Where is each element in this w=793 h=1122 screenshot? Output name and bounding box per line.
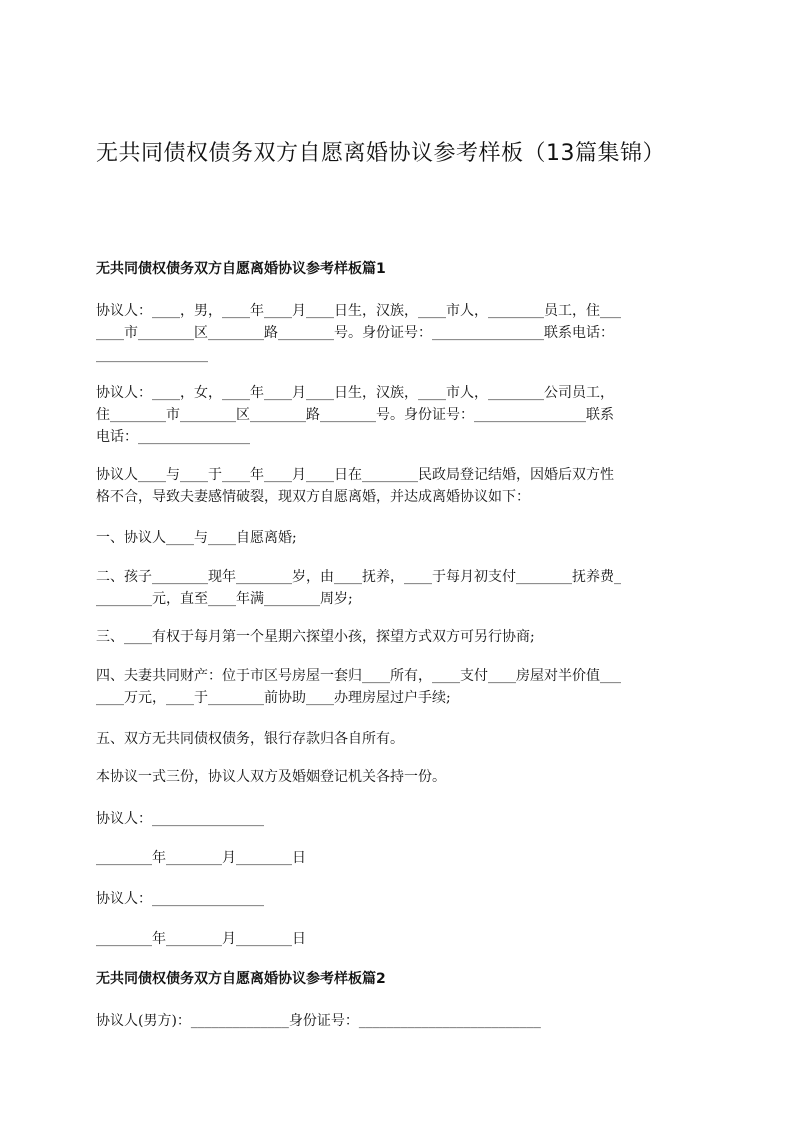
date-line-1 (96, 847, 700, 869)
paragraph-line: 四、夫妻共同财产：位于市区号房屋一套归____所有，____支付____房屋对半价值___ (96, 668, 621, 684)
clause-4 (96, 665, 700, 709)
marriage-statement-paragraph (96, 464, 700, 508)
date-line-2 (96, 928, 700, 950)
clause-1 (96, 527, 700, 549)
paragraph-line: 本协议一式三份，协议人双方及婚姻登记机关各持一份。 (96, 769, 446, 785)
copies-statement (96, 766, 700, 788)
signature-line-1 (96, 808, 700, 830)
paragraph-line: 协议人：________________ (96, 891, 264, 907)
paragraph-line: 协议人(男方)：______________身份证号：__________________________ (96, 1013, 541, 1029)
paragraph-line: 五、双方无共同债权债务，银行存款归各自所有。 (96, 731, 404, 747)
party-female-paragraph (96, 382, 700, 448)
paragraph-line: ________年________月________日 (96, 850, 306, 866)
paragraph-line: ____市________区________路________号。身份证号：________________联系电话： (96, 325, 614, 341)
paragraph-line: 协议人：____，男，____年____月____日生，汉族，____市人，________员工，住___ (96, 303, 621, 319)
paragraph-line: 二、孩子________现年________岁，由____抚养，____于每月初支付________抚养费_ (96, 569, 621, 585)
paragraph-line: 住________市________区________路________号。身份证号：________________联系 (96, 407, 614, 423)
signature-line-2 (96, 888, 700, 910)
paragraph-line: ____万元，____于________前协助____办理房屋过户手续; (96, 690, 451, 706)
paragraph-line: 协议人：____，女，____年____月____日生，汉族，____市人，________公司员工， (96, 385, 614, 401)
paragraph-line: 协议人：________________ (96, 811, 264, 827)
clause-2 (96, 566, 700, 610)
paragraph-line: 三、____有权于每月第一个星期六探望小孩，探望方式双方可另行协商; (96, 629, 535, 645)
paragraph-line: 一、协议人____与____自愿离婚; (96, 530, 297, 546)
paragraph-line: 格不合，导致夫妻感情破裂，现双方自愿离婚，并达成离婚协议如下： (96, 489, 530, 505)
paragraph-line: 协议人____与____于____年____月____日在________民政局登记结婚，因婚后双方性 (96, 467, 614, 483)
clause-3 (96, 626, 700, 648)
document-title: 无共同债权债务双方自愿离婚协议参考样板（13篇集锦） (96, 141, 665, 166)
section-2-party-male (96, 1010, 700, 1032)
paragraph-line: ________________ (96, 347, 208, 363)
clause-5 (96, 728, 700, 750)
paragraph-line: 电话：________________ (96, 429, 250, 445)
paragraph-line: ________元，直至____年满________周岁; (96, 591, 353, 607)
paragraph-line: ________年________月________日 (96, 931, 306, 947)
section-1-heading: 无共同债权债务双方自愿离婚协议参考样板篇1 (96, 261, 386, 277)
section-2-heading: 无共同债权债务双方自愿离婚协议参考样板篇2 (96, 971, 386, 987)
party-male-paragraph (96, 300, 700, 366)
